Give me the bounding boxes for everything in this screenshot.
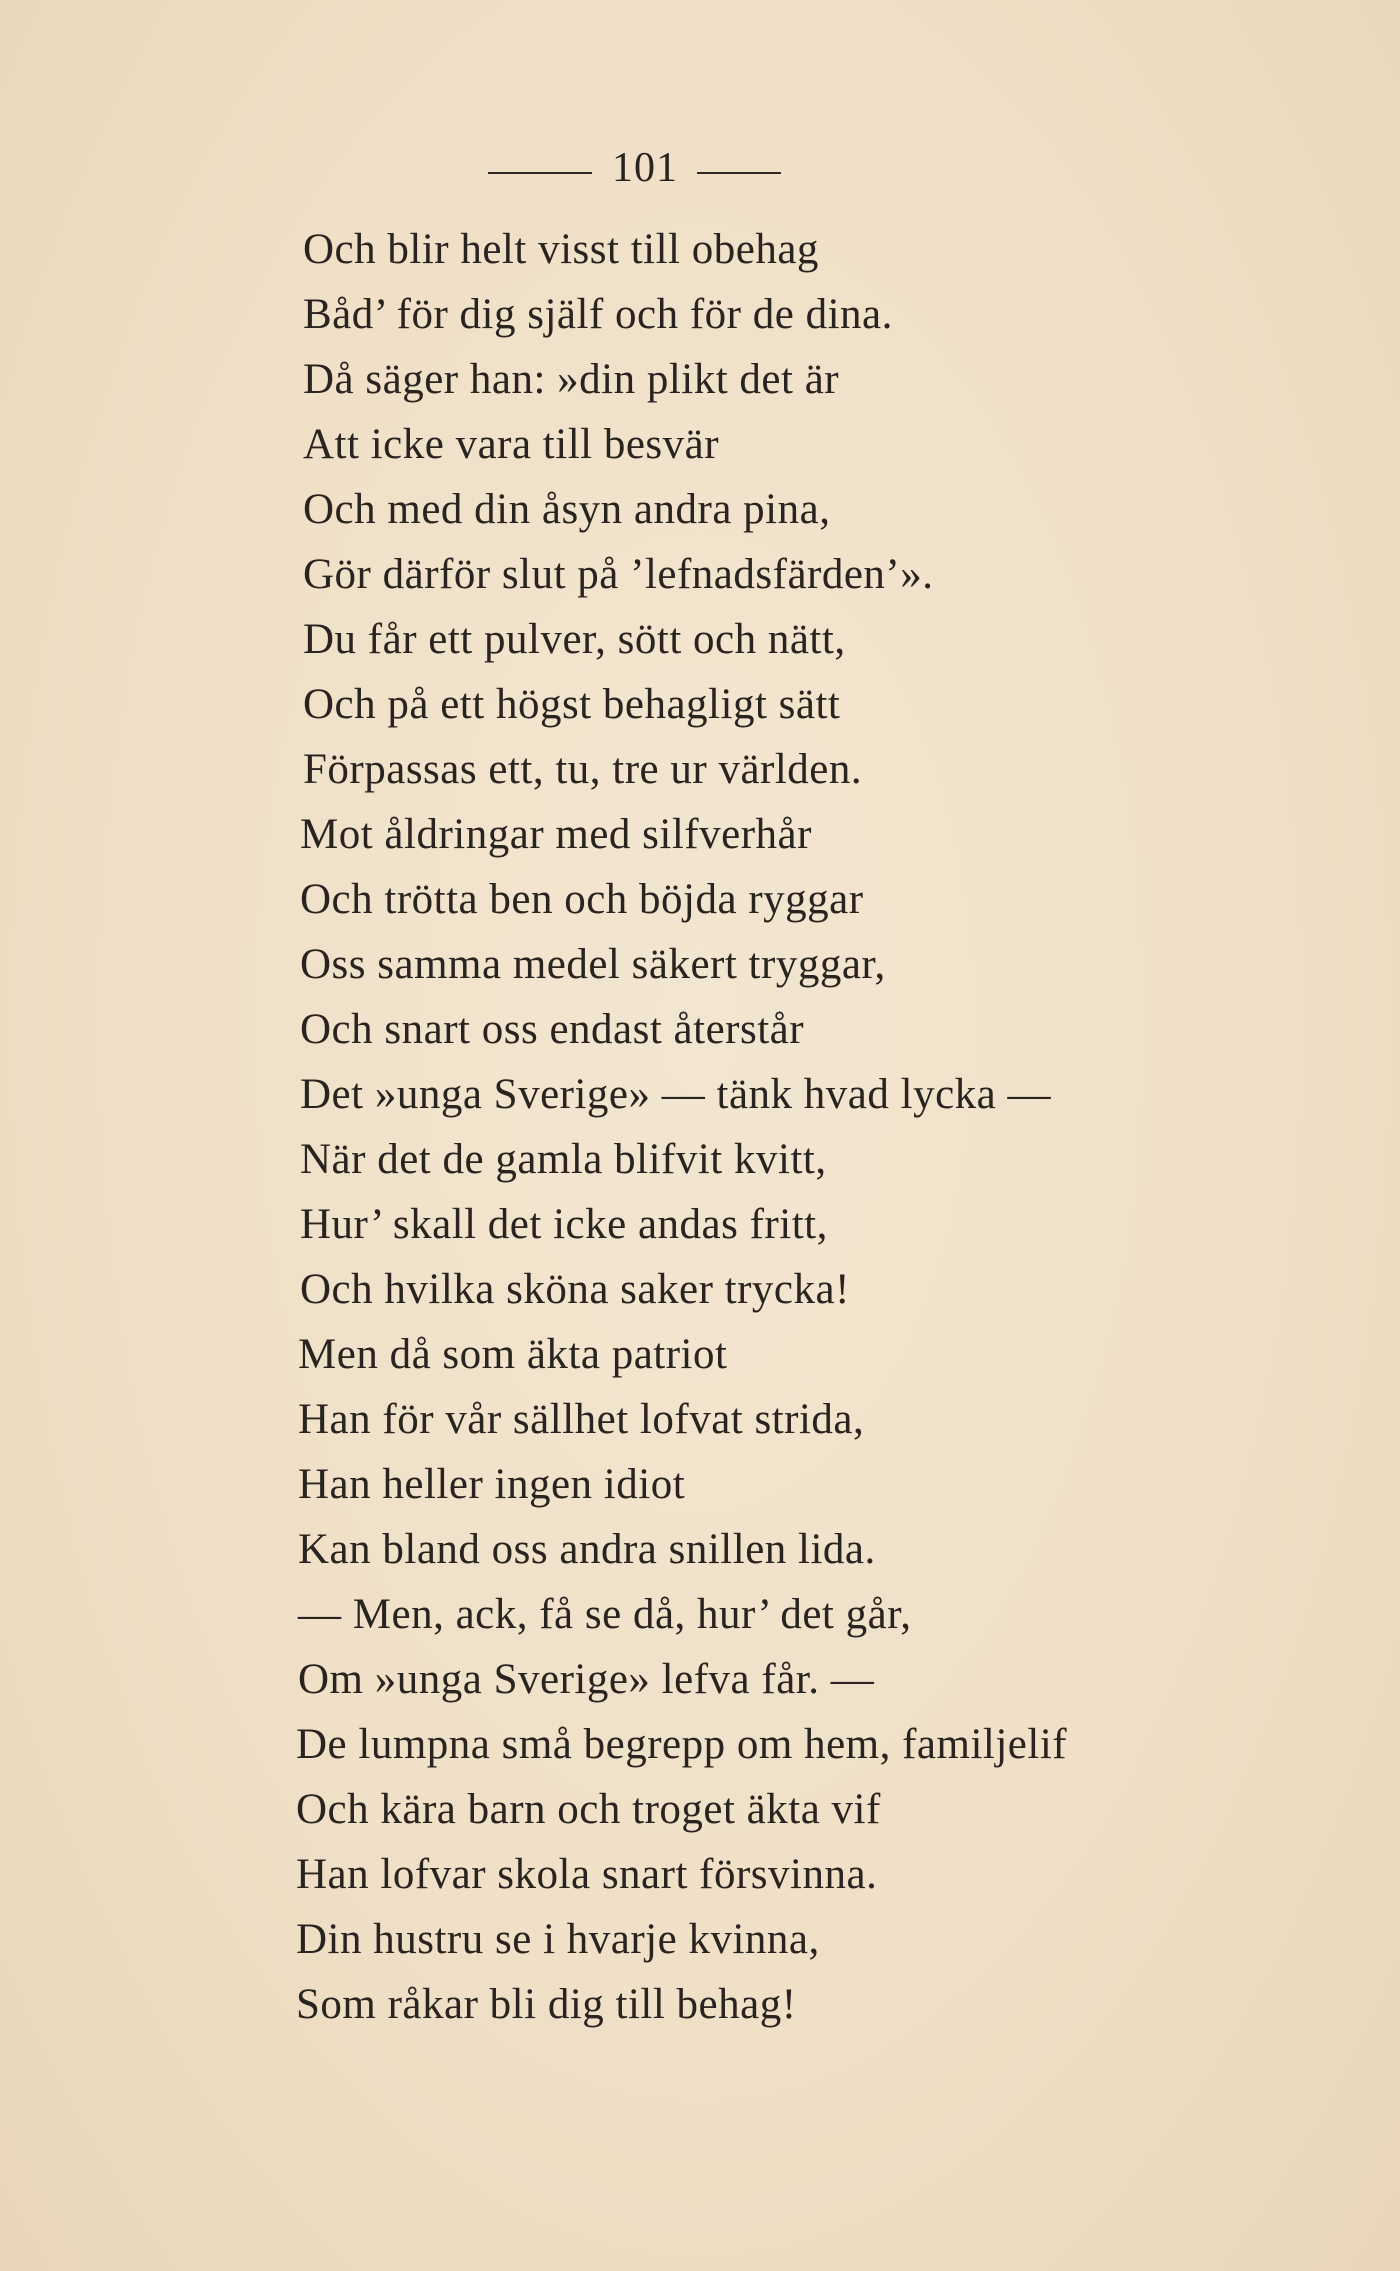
poem-line: Förpassas ett, tu, tre ur världen. <box>303 746 863 793</box>
poem-line: Han heller ingen idiot <box>298 1461 686 1508</box>
page-header <box>0 138 1400 198</box>
poem-line: Att icke vara till besvär <box>303 421 720 468</box>
poem-line: Och på ett högst behagligt sätt <box>303 681 841 728</box>
poem-line: När det de gamla blifvit kvitt, <box>300 1136 827 1183</box>
poem-line: Om »unga Sverige» lefva får. — <box>298 1656 875 1703</box>
poem-line: Och hvilka sköna saker trycka! <box>300 1266 850 1313</box>
poem-line: — Men, ack, få se då, hur’ det går, <box>298 1591 912 1638</box>
poem-line: Och trötta ben och böjda ryggar <box>300 876 864 923</box>
poem-line: Gör därför slut på ’lefnadsfärden’». <box>303 551 934 598</box>
poem-line: Men då som äkta patriot <box>298 1331 728 1378</box>
poem-line: Du får ett pulver, sött och nätt, <box>303 616 846 663</box>
poem-line: Och med din åsyn andra pina, <box>303 486 831 533</box>
poem-line: Han lofvar skola snart försvinna. <box>296 1851 878 1898</box>
poem-line: Båd’ för dig själf och för de dina. <box>303 291 893 338</box>
page-number: 101 <box>612 145 678 191</box>
poem-line: Som råkar bli dig till behag! <box>296 1981 797 2028</box>
poem-line: Din hustru se i hvarje kvinna, <box>296 1916 820 1963</box>
poem-line: Oss samma medel säkert tryggar, <box>300 941 886 988</box>
poem-line: Och snart oss endast återstår <box>300 1006 805 1053</box>
poem-line: Mot åldringar med silfverhår <box>300 811 812 858</box>
header-rule-left <box>488 172 592 174</box>
poem-line: Han för vår sällhet lofvat strida, <box>298 1396 865 1443</box>
poem-line: Och kära barn och troget äkta vif <box>296 1786 881 1833</box>
poem-line: De lumpna små begrepp om hem, familjelif <box>296 1721 1068 1768</box>
header-rule-right <box>697 172 781 174</box>
poem-line: Det »unga Sverige» — tänk hvad lycka — <box>300 1071 1052 1118</box>
poem-line: Kan bland oss andra snillen lida. <box>298 1526 876 1573</box>
poem-line: Och blir helt visst till obehag <box>303 226 819 273</box>
poem-line: Hur’ skall det icke andas fritt, <box>300 1201 828 1248</box>
poem-line: Då säger han: »din plikt det är <box>303 356 840 403</box>
